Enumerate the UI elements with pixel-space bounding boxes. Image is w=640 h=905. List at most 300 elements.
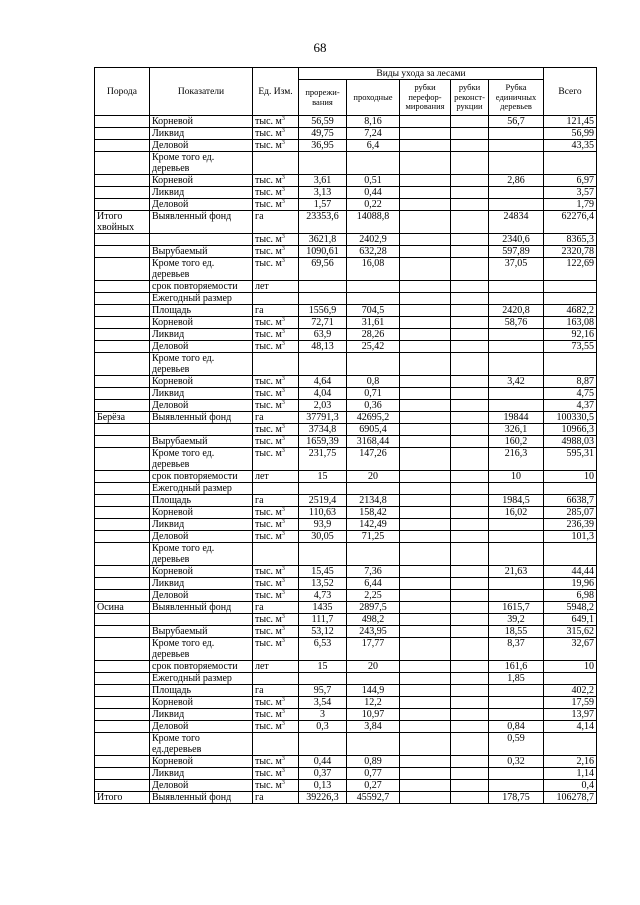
unit-superscript: 3 [281, 531, 285, 537]
table-row [95, 531, 597, 543]
unit-superscript: 3 [281, 400, 285, 406]
unit-text: тыс. м [255, 507, 282, 518]
unit-text: тыс. м [255, 199, 282, 210]
value-cell [451, 673, 489, 685]
indicator-cell: Ликвид [150, 388, 253, 400]
unit-cell [253, 531, 299, 543]
unit-cell [253, 388, 299, 400]
value-cell [400, 293, 451, 305]
table-row [95, 697, 597, 709]
value-cell [347, 293, 400, 305]
value-cell: 2,25 [347, 590, 400, 602]
value-cell: 3,57 [544, 187, 597, 199]
indicator-cell: Выявленный фонд [150, 792, 253, 804]
indicator-cell [150, 424, 253, 436]
value-cell [544, 673, 597, 685]
value-cell: 44,44 [544, 566, 597, 578]
indicator-cell: Деловой [150, 721, 253, 733]
unit-superscript: 3 [281, 590, 285, 596]
indicator-cell: срок повторяемости [150, 281, 253, 293]
value-cell [451, 317, 489, 329]
value-cell: 31,61 [347, 317, 400, 329]
value-cell [400, 376, 451, 388]
unit-text: тыс. м [255, 175, 282, 186]
indicator-cell: Вырубаемый [150, 626, 253, 638]
unit-text: тыс. м [255, 448, 282, 459]
value-cell [451, 281, 489, 293]
unit-superscript: 3 [281, 317, 285, 323]
species-cell [95, 614, 150, 626]
value-cell [451, 187, 489, 199]
value-cell [400, 412, 451, 424]
value-cell: 178,75 [489, 792, 544, 804]
value-cell: 15,45 [299, 566, 347, 578]
species-cell [95, 317, 150, 329]
value-cell: 56,99 [544, 128, 597, 140]
indicator-cell: Корневой [150, 376, 253, 388]
table-row [95, 353, 597, 376]
table-row [95, 424, 597, 436]
species-cell: Берёза [95, 412, 150, 424]
species-cell [95, 128, 150, 140]
value-cell [400, 436, 451, 448]
value-cell: 4,04 [299, 388, 347, 400]
value-cell: 37,05 [489, 258, 544, 281]
value-cell: 13,97 [544, 709, 597, 721]
table-row [95, 602, 597, 614]
value-cell [451, 685, 489, 697]
value-cell: 93,9 [299, 519, 347, 531]
header-reforming: рубки перефор-мирования [400, 80, 451, 116]
species-cell [95, 246, 150, 258]
value-cell: 45592,7 [347, 792, 400, 804]
value-cell: 10966,3 [544, 424, 597, 436]
table-row [95, 614, 597, 626]
indicator-cell: Корневой [150, 507, 253, 519]
value-cell: 95,7 [299, 685, 347, 697]
value-cell: 17,59 [544, 697, 597, 709]
indicator-cell: Деловой [150, 400, 253, 412]
value-cell [451, 733, 489, 756]
value-cell: 121,45 [544, 116, 597, 128]
value-cell: 28,26 [347, 329, 400, 341]
value-cell [400, 685, 451, 697]
value-cell [451, 211, 489, 234]
species-cell: Итого [95, 792, 150, 804]
indicator-cell: Ликвид [150, 578, 253, 590]
unit-text: тыс. м [255, 424, 282, 435]
value-cell: 649,1 [544, 614, 597, 626]
unit-text: тыс. м [255, 116, 282, 127]
unit-superscript: 3 [281, 756, 285, 762]
unit-text: лет [255, 281, 269, 292]
value-cell [544, 281, 597, 293]
indicator-cell: Ежегодный размер [150, 673, 253, 685]
table-row [95, 566, 597, 578]
table-row [95, 211, 597, 234]
value-cell [400, 673, 451, 685]
unit-cell [253, 792, 299, 804]
indicator-cell: Деловой [150, 590, 253, 602]
unit-text: га [255, 685, 264, 696]
unit-superscript: 3 [281, 341, 285, 347]
value-cell: 24834 [489, 211, 544, 234]
species-cell [95, 483, 150, 495]
table-row [95, 507, 597, 519]
header-indicators: Показатели [150, 68, 253, 116]
value-cell [451, 400, 489, 412]
value-cell: 8,16 [347, 116, 400, 128]
unit-cell [253, 780, 299, 792]
value-cell: 14088,8 [347, 211, 400, 234]
value-cell: 62276,4 [544, 211, 597, 234]
indicator-cell: Корневой [150, 756, 253, 768]
value-cell [400, 246, 451, 258]
unit-text: га [255, 211, 264, 222]
indicator-cell: Ликвид [150, 128, 253, 140]
species-cell [95, 116, 150, 128]
species-cell: Итого хвойных [95, 211, 150, 234]
unit-cell [253, 483, 299, 495]
value-cell [451, 436, 489, 448]
table-row [95, 376, 597, 388]
value-cell [400, 566, 451, 578]
unit-cell [253, 376, 299, 388]
page-number: 68 [313, 40, 327, 55]
unit-superscript: 3 [281, 329, 285, 335]
value-cell [489, 388, 544, 400]
value-cell: 4,37 [544, 400, 597, 412]
unit-cell [253, 448, 299, 471]
species-cell [95, 590, 150, 602]
value-cell [400, 341, 451, 353]
value-cell: 6,97 [544, 175, 597, 187]
value-cell [489, 709, 544, 721]
value-cell [451, 566, 489, 578]
value-cell [400, 317, 451, 329]
table-row [95, 495, 597, 507]
unit-cell [253, 709, 299, 721]
value-cell [489, 400, 544, 412]
table-row [95, 483, 597, 495]
value-cell [299, 673, 347, 685]
unit-cell [253, 756, 299, 768]
indicator-cell: Кроме того ед. деревьев [150, 353, 253, 376]
unit-text: тыс. м [255, 626, 282, 637]
table-row [95, 400, 597, 412]
value-cell: 8365,3 [544, 234, 597, 246]
unit-text: тыс. м [255, 128, 282, 139]
species-cell [95, 697, 150, 709]
unit-text: тыс. м [255, 638, 282, 649]
unit-cell [253, 566, 299, 578]
value-cell [451, 792, 489, 804]
indicator-cell: срок повторяемости [150, 471, 253, 483]
table-row [95, 448, 597, 471]
unit-text: тыс. м [255, 376, 282, 387]
value-cell [489, 293, 544, 305]
value-cell: 2402,9 [347, 234, 400, 246]
unit-superscript: 3 [281, 234, 285, 240]
value-cell [400, 187, 451, 199]
value-cell: 49,75 [299, 128, 347, 140]
species-cell [95, 424, 150, 436]
value-cell: 122,69 [544, 258, 597, 281]
value-cell: 6,53 [299, 638, 347, 661]
value-cell: 0,44 [347, 187, 400, 199]
value-cell: 158,42 [347, 507, 400, 519]
value-cell: 1659,39 [299, 436, 347, 448]
species-cell [95, 578, 150, 590]
value-cell [451, 353, 489, 376]
unit-superscript: 3 [281, 436, 285, 442]
value-cell: 73,55 [544, 341, 597, 353]
value-cell: 147,26 [347, 448, 400, 471]
table-row [95, 187, 597, 199]
value-cell [400, 305, 451, 317]
unit-superscript: 3 [281, 566, 285, 572]
value-cell [400, 626, 451, 638]
value-cell [400, 638, 451, 661]
unit-cell [253, 199, 299, 211]
value-cell: 42695,2 [347, 412, 400, 424]
value-cell: 6,4 [347, 140, 400, 152]
indicator-cell: Ликвид [150, 329, 253, 341]
value-cell: 1615,7 [489, 602, 544, 614]
unit-text: тыс. м [255, 531, 282, 542]
value-cell [347, 152, 400, 175]
value-cell [347, 483, 400, 495]
value-cell [489, 187, 544, 199]
value-cell [347, 281, 400, 293]
value-cell: 0,84 [489, 721, 544, 733]
unit-cell [253, 733, 299, 756]
table-body [95, 116, 597, 804]
value-cell [489, 685, 544, 697]
value-cell: 101,3 [544, 531, 597, 543]
unit-text: тыс. м [255, 566, 282, 577]
unit-cell [253, 152, 299, 175]
value-cell [400, 661, 451, 673]
value-cell [400, 329, 451, 341]
unit-superscript: 3 [281, 709, 285, 715]
unit-cell [253, 341, 299, 353]
indicator-cell: Корневой [150, 317, 253, 329]
species-cell [95, 281, 150, 293]
unit-text: тыс. м [255, 614, 282, 625]
indicator-cell: Ликвид [150, 519, 253, 531]
species-cell [95, 329, 150, 341]
value-cell [400, 543, 451, 566]
value-cell [451, 768, 489, 780]
value-cell: 3,84 [347, 721, 400, 733]
value-cell: 498,2 [347, 614, 400, 626]
value-cell: 1,79 [544, 199, 597, 211]
value-cell [451, 376, 489, 388]
value-cell [451, 128, 489, 140]
value-cell: 704,5 [347, 305, 400, 317]
value-cell: 0,71 [347, 388, 400, 400]
value-cell [347, 353, 400, 376]
table-row [95, 709, 597, 721]
value-cell [451, 140, 489, 152]
value-cell: 6,98 [544, 590, 597, 602]
species-cell [95, 388, 150, 400]
value-cell: 10 [544, 661, 597, 673]
header-care-types: Виды ухода за лесами [299, 68, 544, 80]
value-cell: 2420,8 [489, 305, 544, 317]
species-cell [95, 199, 150, 211]
value-cell: 43,35 [544, 140, 597, 152]
unit-cell [253, 211, 299, 234]
value-cell [400, 531, 451, 543]
value-cell: 0,27 [347, 780, 400, 792]
value-cell [400, 614, 451, 626]
value-cell [451, 424, 489, 436]
value-cell [299, 483, 347, 495]
value-cell: 10,97 [347, 709, 400, 721]
value-cell [489, 531, 544, 543]
unit-superscript: 3 [281, 578, 285, 584]
header-thinning: прорежи-вания [299, 80, 347, 116]
unit-cell [253, 614, 299, 626]
value-cell [451, 780, 489, 792]
value-cell: 0,22 [347, 199, 400, 211]
table-row [95, 388, 597, 400]
header-total: Всего [544, 68, 597, 116]
value-cell: 1984,5 [489, 495, 544, 507]
species-cell [95, 341, 150, 353]
value-cell: 15 [299, 471, 347, 483]
value-cell [400, 780, 451, 792]
indicator-cell: Ликвид [150, 768, 253, 780]
unit-superscript: 3 [281, 507, 285, 513]
species-cell [95, 626, 150, 638]
indicator-cell: срок повторяемости [150, 661, 253, 673]
species-cell [95, 721, 150, 733]
unit-text: лет [255, 661, 269, 672]
unit-cell [253, 673, 299, 685]
value-cell [400, 424, 451, 436]
value-cell: 13,52 [299, 578, 347, 590]
value-cell [400, 733, 451, 756]
unit-cell [253, 436, 299, 448]
value-cell: 4,73 [299, 590, 347, 602]
unit-text: тыс. м [255, 246, 282, 257]
unit-text: тыс. м [255, 400, 282, 411]
indicator-cell [150, 614, 253, 626]
unit-cell [253, 424, 299, 436]
value-cell [400, 519, 451, 531]
indicator-cell: Ликвид [150, 709, 253, 721]
value-cell [400, 602, 451, 614]
value-cell: 0,59 [489, 733, 544, 756]
value-cell: 1,85 [489, 673, 544, 685]
table-row [95, 140, 597, 152]
value-cell [400, 258, 451, 281]
species-cell [95, 305, 150, 317]
value-cell [451, 495, 489, 507]
value-cell [451, 543, 489, 566]
value-cell: 30,05 [299, 531, 347, 543]
species-cell [95, 258, 150, 281]
value-cell: 243,95 [347, 626, 400, 638]
value-cell: 71,25 [347, 531, 400, 543]
unit-superscript: 3 [281, 246, 285, 252]
value-cell [489, 578, 544, 590]
value-cell: 7,36 [347, 566, 400, 578]
value-cell [400, 152, 451, 175]
value-cell [451, 531, 489, 543]
unit-superscript: 3 [281, 376, 285, 382]
species-cell [95, 673, 150, 685]
value-cell: 15 [299, 661, 347, 673]
value-cell: 72,71 [299, 317, 347, 329]
value-cell: 0,3 [299, 721, 347, 733]
indicator-cell: Корневой [150, 116, 253, 128]
value-cell [451, 329, 489, 341]
value-cell [347, 673, 400, 685]
value-cell: 4682,2 [544, 305, 597, 317]
unit-cell [253, 578, 299, 590]
table-row [95, 175, 597, 187]
value-cell: 6905,4 [347, 424, 400, 436]
unit-cell [253, 638, 299, 661]
value-cell: 48,13 [299, 341, 347, 353]
value-cell [400, 211, 451, 234]
value-cell: 12,2 [347, 697, 400, 709]
value-cell: 0,32 [489, 756, 544, 768]
species-cell [95, 566, 150, 578]
species-cell [95, 400, 150, 412]
value-cell: 3,61 [299, 175, 347, 187]
value-cell [451, 661, 489, 673]
value-cell [489, 341, 544, 353]
value-cell [544, 543, 597, 566]
table-row [95, 199, 597, 211]
unit-text: тыс. м [255, 436, 282, 447]
value-cell: 110,63 [299, 507, 347, 519]
unit-text: тыс. м [255, 590, 282, 601]
unit-cell [253, 258, 299, 281]
value-cell: 111,7 [299, 614, 347, 626]
unit-text: тыс. м [255, 578, 282, 589]
unit-text: тыс. м [255, 234, 282, 245]
indicator-cell: Корневой [150, 697, 253, 709]
value-cell: 10 [489, 471, 544, 483]
value-cell: 144,9 [347, 685, 400, 697]
value-cell: 106278,7 [544, 792, 597, 804]
indicator-cell: Ежегодный размер [150, 293, 253, 305]
value-cell: 8,87 [544, 376, 597, 388]
value-cell [400, 234, 451, 246]
unit-cell [253, 543, 299, 566]
unit-cell [253, 281, 299, 293]
value-cell [400, 483, 451, 495]
table-row [95, 317, 597, 329]
value-cell [400, 388, 451, 400]
table-row [95, 281, 597, 293]
value-cell: 56,7 [489, 116, 544, 128]
unit-text: тыс. м [255, 756, 282, 767]
unit-cell [253, 293, 299, 305]
table-row [95, 780, 597, 792]
unit-superscript: 3 [281, 697, 285, 703]
unit-text: тыс. м [255, 140, 282, 151]
table-row [95, 661, 597, 673]
indicator-cell: Вырубаемый [150, 436, 253, 448]
value-cell [489, 140, 544, 152]
